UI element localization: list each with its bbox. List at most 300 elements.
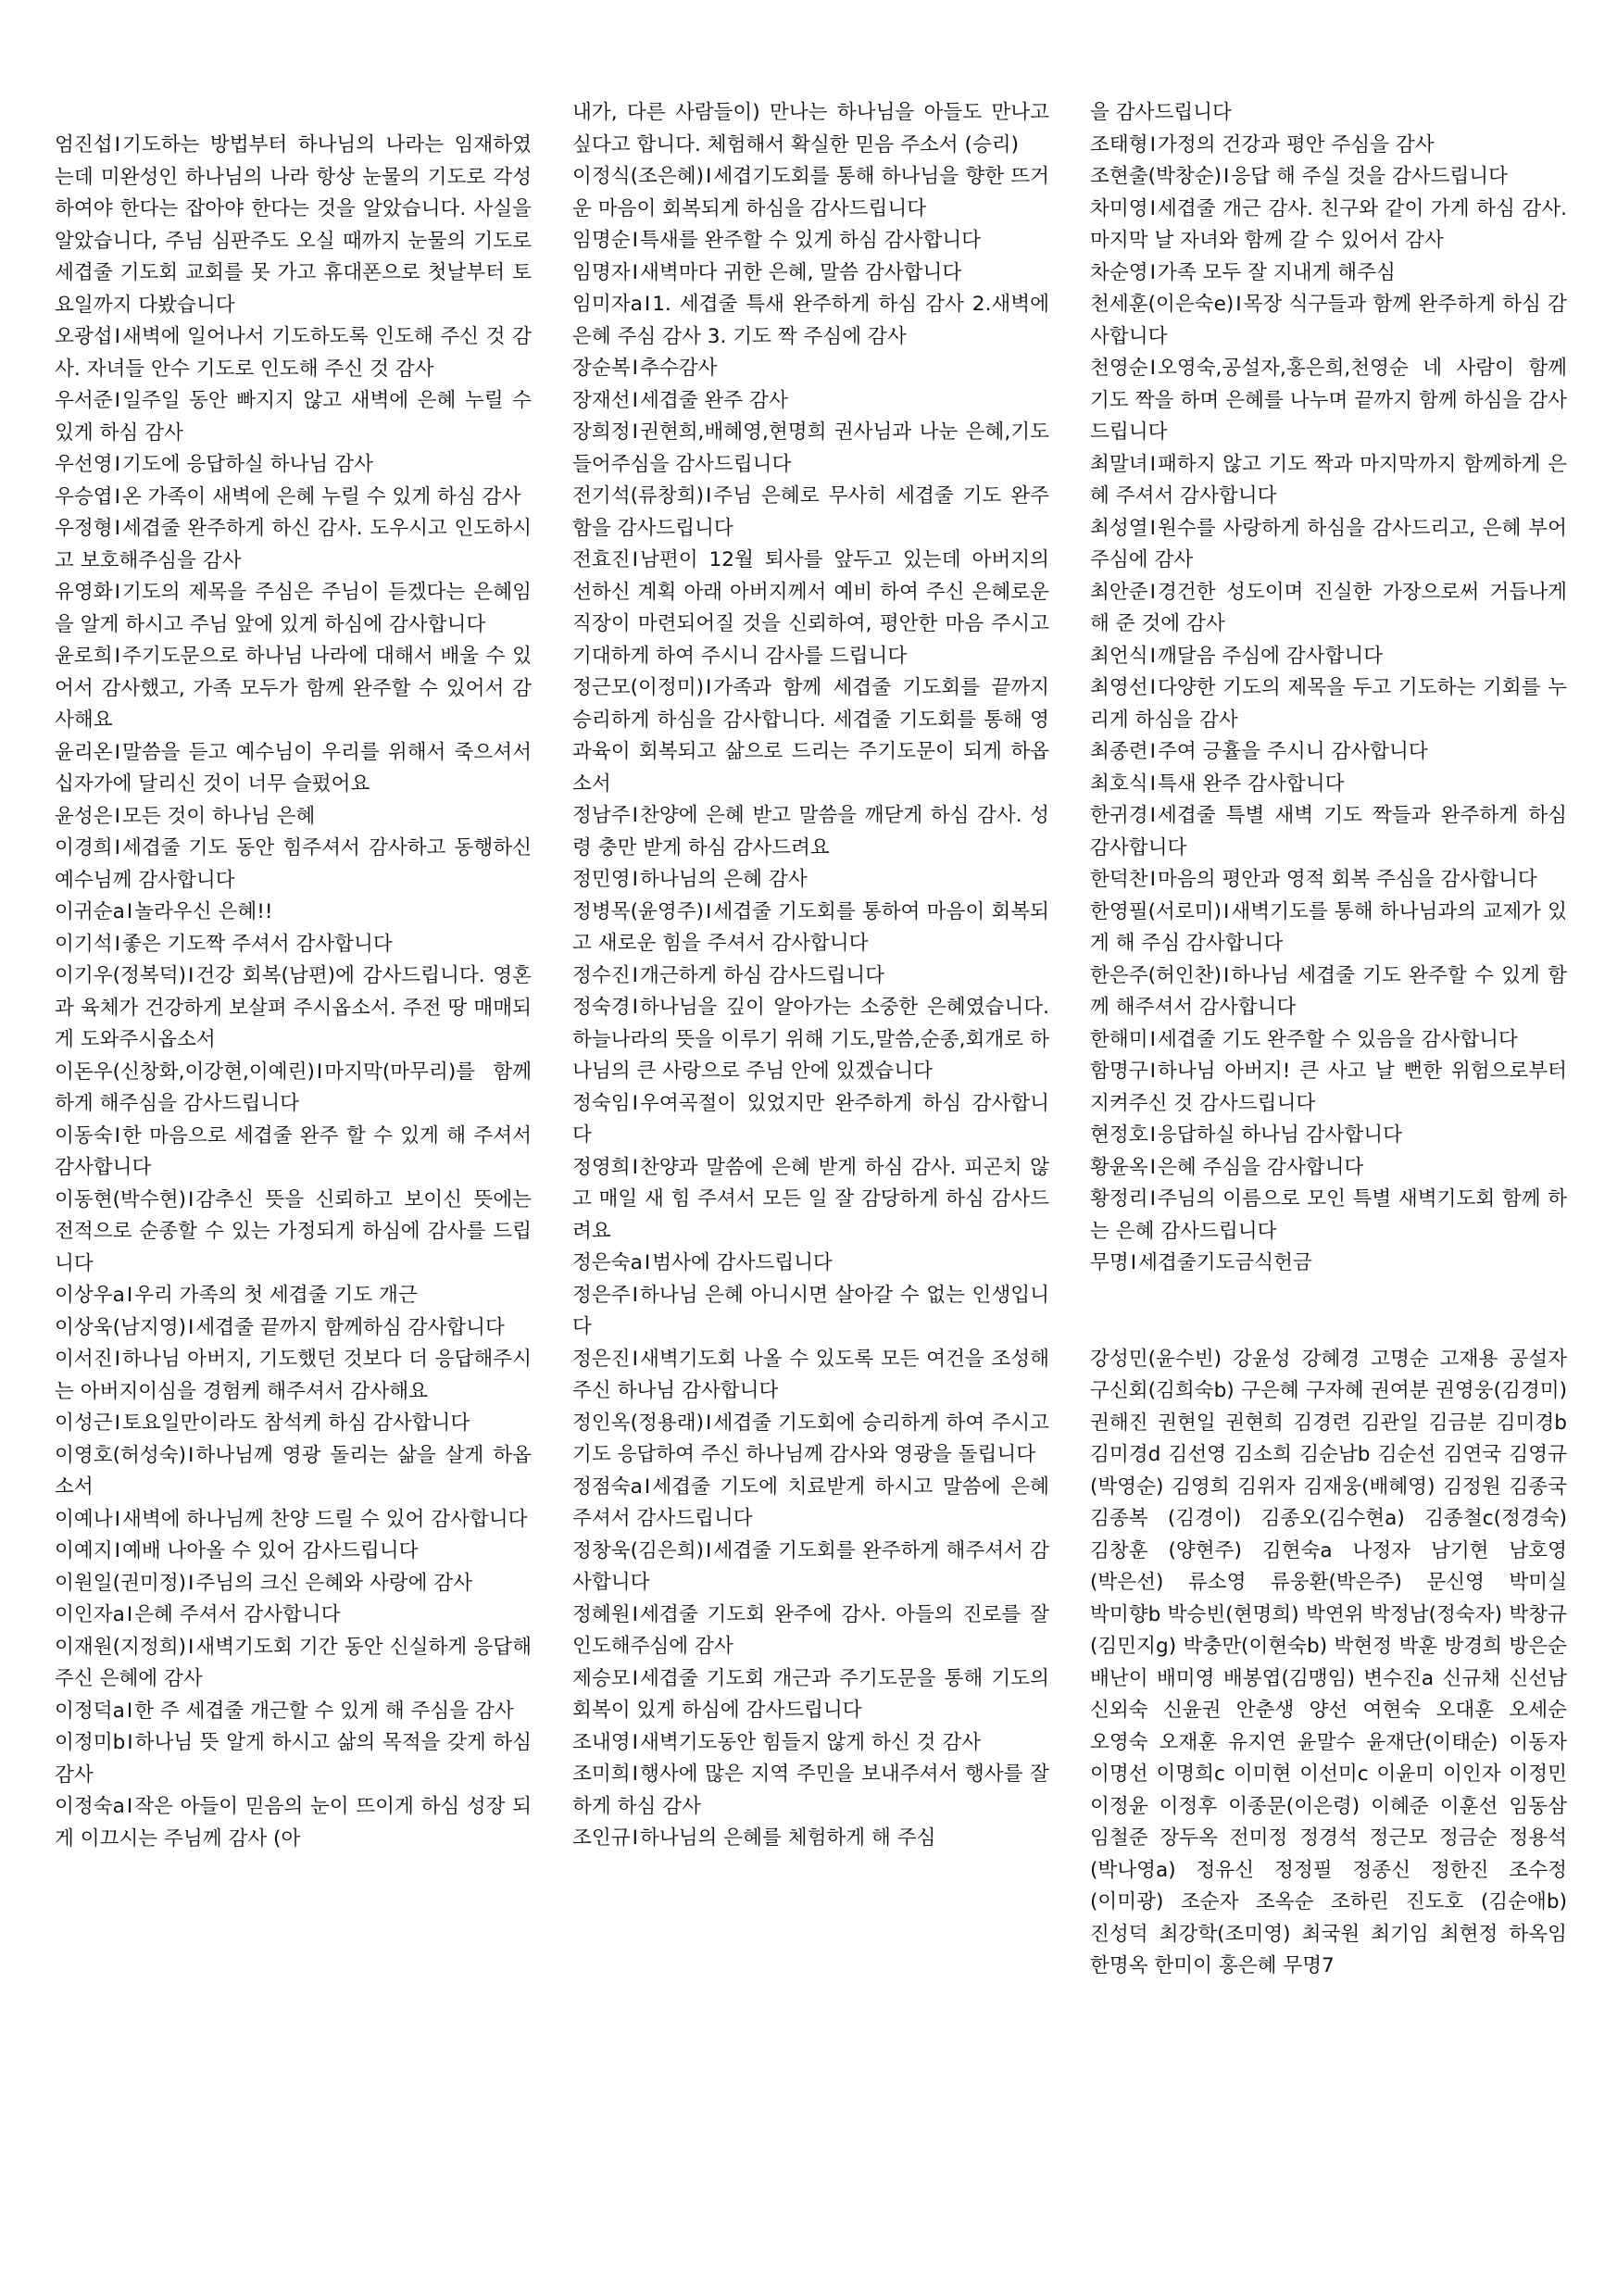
prayer-entry bbox=[1090, 672, 1567, 736]
prayer-entry bbox=[1090, 1152, 1567, 1185]
entry-text: 찬양과 말씀에 은혜 받게 하심 감사. 피곤치 않고 매일 새 힘 주셔서 모든 일 잘 감당하게 하심 감사드려요 bbox=[572, 1155, 1049, 1243]
entry-text: 세겹줄 특별 새벽 기도 짝들과 완주하게 하심 감사합니다 bbox=[1090, 804, 1567, 859]
entry-text: 패하지 않고 기도 짝과 마지막까지 함께하게 은혜 주셔서 감사합니다 bbox=[1090, 452, 1567, 508]
prayer-entry bbox=[572, 545, 1049, 672]
entry-separator: I bbox=[114, 1123, 120, 1148]
entry-text: 세겹줄 개근 감사. 친구와 같이 가게 하심 감사. 마지막 날 자녀와 함께 갈 수 있어서 감사 bbox=[1090, 196, 1567, 252]
prayer-entry bbox=[572, 1727, 1049, 1760]
entry-name: 우승엽 bbox=[55, 484, 113, 508]
prayer-entry bbox=[55, 960, 532, 1057]
prayer-entry bbox=[55, 1440, 532, 1504]
entry-separator: I bbox=[632, 229, 638, 252]
entry-separator: I bbox=[1149, 1187, 1156, 1211]
entry-name: 이돈우(신창화,이강현,이예린) bbox=[55, 1060, 315, 1084]
entry-separator: I bbox=[114, 1411, 120, 1435]
prayer-entry bbox=[572, 1088, 1049, 1152]
entry-name: 이경희 bbox=[55, 836, 113, 859]
entry-separator: I bbox=[1149, 644, 1156, 668]
entry-name: 이귀순a bbox=[55, 900, 125, 923]
prayer-entry bbox=[55, 1600, 532, 1632]
entry-text: 을 감사드립니다 bbox=[1090, 101, 1232, 124]
prayer-entry bbox=[572, 225, 1049, 257]
entry-separator: I bbox=[114, 645, 120, 668]
entry-separator: I bbox=[1149, 516, 1156, 540]
entry-text: 새벽기도회 기간 동안 신실하게 응답해 주신 은혜에 감사 bbox=[55, 1635, 532, 1690]
entry-text: 감추신 뜻을 신뢰하고 보이신 뜻에는 전적으로 순종할 수 있는 가정되게 하심에 감사를 드립니다 bbox=[55, 1187, 532, 1275]
entry-text: 주여 긍휼을 주시니 감사합니다 bbox=[1157, 740, 1428, 763]
prayer-entry bbox=[1090, 353, 1567, 449]
prayer-entry bbox=[55, 577, 532, 641]
entry-text: 세겹줄 기도 동안 힘주셔서 감사하고 동행하신 예수님께 감사합니다 bbox=[55, 836, 532, 892]
prayer-entry bbox=[572, 1248, 1049, 1280]
prayer-entry bbox=[572, 97, 1049, 161]
entry-text: 우리 가족의 첫 세겹줄 기도 개근 bbox=[134, 1284, 418, 1307]
entry-name: 이상욱(남지영) bbox=[55, 1315, 187, 1339]
entry-name: 한귀경 bbox=[1090, 804, 1148, 827]
entry-text: 새벽에 일어나서 기도하도록 인도해 주신 것 감사. 자녀들 안수 기도로 인도해 주신 것 감사 bbox=[55, 325, 532, 381]
entry-separator: I bbox=[188, 1635, 194, 1659]
prayer-entry bbox=[572, 1344, 1049, 1408]
entry-name: 조현출(박창순) bbox=[1090, 165, 1222, 188]
column-3-entries bbox=[1090, 97, 1567, 1280]
prayer-entry bbox=[572, 1536, 1049, 1600]
prayer-entry bbox=[1090, 257, 1567, 290]
entry-name: 이기석 bbox=[55, 932, 113, 956]
entry-text: 원수를 사랑하게 하심을 감사드리고, 은혜 부어주심에 감사 bbox=[1090, 516, 1567, 571]
entry-separator: I bbox=[1149, 1123, 1156, 1147]
entry-name: 무명 bbox=[1090, 1251, 1129, 1274]
entry-name: 유영화 bbox=[55, 581, 113, 604]
prayer-entry bbox=[1090, 769, 1567, 801]
prayer-entry bbox=[1090, 1184, 1567, 1248]
entry-text: 세겹줄 완주하게 하신 감사. 도우시고 인도하시고 보호해주심을 감사 bbox=[55, 517, 532, 572]
prayer-entry bbox=[55, 1504, 532, 1537]
prayer-entry bbox=[1090, 1056, 1567, 1120]
entry-name: 이정미b bbox=[55, 1731, 126, 1754]
entry-name: 이예나 bbox=[55, 1507, 113, 1531]
entry-text: 새벽기도를 통해 하나님과의 교제가 있게 해 주심 감사합니다 bbox=[1090, 899, 1567, 955]
entry-text: 기도하는 방법부터 하나님의 나라는 임재하였는데 미완성인 하나님의 나라 항상 눈물의 기도로 각성하여야 한다는 잡아야 한다는 것을 알았습니다. 사실을 알았습니다, 주님 심판주도 오실 때까지 눈물의 기도로 세겹줄 기도회 교회를 못 가고 휴대폰으로 첫날부터 토요일까지 다봤습니다 bbox=[55, 133, 532, 317]
prayer-entry bbox=[1090, 641, 1567, 673]
entry-name: 최안준 bbox=[1090, 580, 1148, 604]
entry-text: 좋은 기도짝 주셔서 감사합니다 bbox=[121, 932, 393, 956]
prayer-entry bbox=[55, 801, 532, 834]
entry-name: 차미영 bbox=[1090, 196, 1148, 220]
prayer-entry bbox=[55, 929, 532, 961]
entry-text: 다양한 기도의 제목을 두고 기도하는 기회를 누리게 하심을 감사 bbox=[1090, 676, 1567, 732]
entry-name: 함명구 bbox=[1090, 1060, 1148, 1083]
entry-name: 윤성은 bbox=[55, 804, 113, 828]
entry-separator: I bbox=[1149, 452, 1156, 476]
entry-name: 천영순 bbox=[1090, 357, 1148, 380]
entry-separator: I bbox=[114, 1539, 120, 1562]
entry-name: 최말녀 bbox=[1090, 452, 1148, 476]
prayer-entry bbox=[572, 672, 1049, 800]
prayer-entry bbox=[55, 897, 532, 929]
entry-separator: I bbox=[1223, 165, 1230, 188]
entry-text: 특새 완주 감사합니다 bbox=[1157, 772, 1345, 796]
prayer-entry bbox=[572, 1663, 1049, 1727]
entry-name: 장순복 bbox=[572, 357, 631, 380]
entry-name: 전효진 bbox=[572, 548, 631, 571]
entry-text: 우여곡절이 있었지만 완주하게 하심 감사합니다 bbox=[572, 1091, 1049, 1147]
entry-name: 이재원(지정희) bbox=[55, 1635, 187, 1659]
entry-name: 최성열 bbox=[1090, 516, 1148, 540]
prayer-entry bbox=[572, 1759, 1049, 1823]
entry-text: 내가, 다른 사람들이) 만나는 하나님을 아들도 만나고 싶다고 합니다. 체험해서 확실한 믿음 주소서 (승리) bbox=[572, 101, 1049, 157]
entry-separator: I bbox=[706, 1411, 712, 1435]
entry-separator: I bbox=[706, 676, 712, 699]
entry-separator: I bbox=[1149, 196, 1156, 220]
entry-text: 주님 은혜로 무사히 세겹줄 기도 완주함을 감사드립니다 bbox=[572, 484, 1049, 540]
entry-separator: I bbox=[632, 804, 638, 827]
prayer-entry bbox=[1090, 1120, 1567, 1152]
entry-text: 새벽에 하나님께 찬양 드릴 수 있어 감사합니다 bbox=[121, 1507, 528, 1531]
column-1 bbox=[55, 0, 532, 1855]
entry-text: 경건한 성도이며 진실한 가장으로써 거듭나게 해 준 것에 감사 bbox=[1090, 580, 1567, 635]
column-3 bbox=[1090, 0, 1567, 1983]
entry-separator: I bbox=[644, 1251, 651, 1274]
entry-separator: I bbox=[114, 389, 120, 412]
prayer-entry bbox=[572, 1823, 1049, 1855]
prayer-entry bbox=[572, 1600, 1049, 1663]
entry-name: 윤로희 bbox=[55, 645, 113, 668]
entry-separator: I bbox=[114, 836, 120, 859]
prayer-entry bbox=[55, 1185, 532, 1281]
entry-name: 우선영 bbox=[55, 453, 113, 476]
entry-name: 이정덕a bbox=[55, 1699, 125, 1723]
prayer-entry bbox=[1090, 897, 1567, 960]
prayer-entry bbox=[55, 1312, 532, 1345]
entry-name: 황윤옥 bbox=[1090, 1155, 1148, 1179]
entry-separator: I bbox=[1223, 899, 1230, 923]
entry-name: 이동숙 bbox=[55, 1123, 113, 1148]
entry-separator: I bbox=[632, 1347, 638, 1371]
prayer-entry bbox=[55, 833, 532, 897]
entry-text: 주기도문으로 하나님 나라에 대해서 배울 수 있어서 감사했고, 가족 모두가 함께 완주할 수 있어서 감사해요 bbox=[55, 645, 532, 732]
entry-text: 남편이 12월 퇴사를 앞두고 있는데 아버지의 선하신 계획 아래 아버지께서 예비 하여 주신 은혜로운 직장이 마련되어질 것을 신뢰하여, 평안한 마음 주시고 기대하게 하여 주시니 감사를 드립니다 bbox=[572, 548, 1049, 668]
prayer-entry bbox=[572, 1280, 1049, 1344]
prayer-entry bbox=[1090, 960, 1567, 1024]
entry-name: 임명자 bbox=[572, 260, 631, 284]
entry-name: 정은숙a bbox=[572, 1251, 643, 1274]
entry-separator: I bbox=[1149, 357, 1156, 380]
prayer-entry bbox=[55, 1791, 532, 1855]
entry-name: 이상우a bbox=[55, 1284, 125, 1307]
entry-separator: I bbox=[1149, 772, 1156, 796]
donor-name-list: 강성민(윤수빈) 강윤성 강혜경 고명순 고재용 공설자 구신회(김희숙b) 구은혜 구자혜 권여분 권영웅(김경미) 권해진 권현일 권현희 김경련 김관일 김금분 김미경b 김미경d 김선영 김소희 김순남b 김순선 김연국 김영규(박영순) 김영희 김위자 김재웅(배혜영) 김정원 김종국 김종복 (김경이) 김종오(김수현a) 김종철c(정경숙) 김창훈 (양현주) 김현숙a 나정자 남기현 남호영(박은선) 류소영 류웅환(박은주) 문신영 박미실 박미향b 박승빈(현명희) 박연위 박정남(정숙자) 박창규 (김민지g) 박충만(이현숙b) 박현정 박훈 방경희 방은순 배난이 배미영 배봉엽(김맹임) 변수진a 신규채 신선남 신외숙 신윤권 안춘생 양선 여현숙 오대훈 오세순 오영숙 오재훈 유지연 윤말수 윤재단(이태순) 이동자 이명선 이명희c 이미현 이선미c 이윤미 이인자 이정민 이정윤 이정후 이종문(이은령) 이혜준 이훈선 임동삼 임철준 장두옥 전미정 정경석 정근모 정금순 정용석(박나영a) 정유신 정정필 정종신 정한진 조수정(이미광) 조순자 조옥순 조하린 진도호 (김순애b) 진성덕 최강학(조미영) 최국원 최기임 최현정 하옥임 한명옥 한미이 홍은혜 무명7 bbox=[1090, 1347, 1567, 1977]
entry-separator: I bbox=[1223, 963, 1230, 987]
entry-text: 행사에 많은 지역 주민을 보내주셔서 행사를 잘하게 하심 감사 bbox=[572, 1763, 1049, 1818]
prayer-entry bbox=[572, 1408, 1049, 1472]
entry-name: 윤리온 bbox=[55, 740, 113, 764]
entry-separator: I bbox=[114, 581, 120, 604]
entry-separator: I bbox=[1149, 804, 1156, 827]
entry-name: 최종련 bbox=[1090, 740, 1148, 763]
entry-separator: I bbox=[114, 932, 120, 956]
entry-separator: I bbox=[114, 133, 120, 157]
prayer-entry bbox=[572, 897, 1049, 960]
entry-text: 세겹줄 기도회를 통하여 마음이 회복되고 새로운 힘을 주셔서 감사합니다 bbox=[572, 899, 1049, 955]
entry-name: 제승모 bbox=[572, 1666, 631, 1690]
entry-name: 정민영 bbox=[572, 868, 631, 891]
entry-separator: I bbox=[126, 1699, 133, 1723]
entry-name: 장재선 bbox=[572, 388, 631, 412]
entry-name: 우정형 bbox=[55, 517, 113, 540]
entry-name: 차순영 bbox=[1090, 260, 1148, 284]
entry-separator: I bbox=[1149, 260, 1156, 284]
prayer-entry bbox=[572, 385, 1049, 418]
prayer-entry bbox=[572, 257, 1049, 290]
entry-name: 정숙경 bbox=[572, 996, 631, 1019]
entry-separator: I bbox=[1149, 132, 1156, 157]
entry-name: 이성근 bbox=[55, 1411, 113, 1435]
entry-separator: I bbox=[632, 1283, 638, 1307]
entry-separator: I bbox=[632, 1730, 638, 1754]
prayer-entry bbox=[55, 513, 532, 577]
entry-text: 1. 세겹줄 특새 완주하게 하심 감사 2.새벽에 은혜 주심 감사 3. 기도 짝 주심에 감사 bbox=[572, 293, 1049, 348]
entry-separator: I bbox=[188, 1187, 194, 1211]
entry-text: 작은 아들이 믿음의 눈이 뜨이게 하심 성장 되게 이끄시는 주님께 감사 (아 bbox=[55, 1795, 532, 1851]
entry-text: 세겹줄 끝까지 함께하심 감사합니다 bbox=[195, 1315, 505, 1339]
prayer-entry bbox=[572, 161, 1049, 225]
entry-separator: I bbox=[188, 964, 194, 987]
entry-separator: I bbox=[114, 804, 120, 828]
entry-name: 정은주 bbox=[572, 1283, 631, 1307]
entry-separator: I bbox=[1149, 1060, 1156, 1083]
prayer-entry bbox=[55, 482, 532, 514]
section-gap bbox=[1090, 1280, 1567, 1344]
entry-separator: I bbox=[126, 1795, 133, 1818]
entry-separator: I bbox=[316, 1060, 323, 1084]
entry-text: 하나님 아버지, 기도했던 것보다 더 응답해주시는 아버지이심을 경험케 해주셔서 감사해요 bbox=[55, 1348, 532, 1403]
entry-text: 세겹줄 기도회 개근과 주기도문을 통해 기도의 회복이 있게 하심에 감사드립니다 bbox=[572, 1666, 1049, 1722]
entry-name: 조내영 bbox=[572, 1730, 631, 1754]
entry-text: 세겹줄 기도회에 승리하게 하여 주시고 기도 응답하여 주신 하나님께 감사와 영광을 돌립니다 bbox=[572, 1411, 1049, 1466]
prayer-entry bbox=[55, 1632, 532, 1696]
entry-text: 예배 나아올 수 있어 감사드립니다 bbox=[121, 1539, 419, 1562]
prayer-entry bbox=[1090, 1248, 1567, 1280]
entry-separator: I bbox=[114, 517, 120, 540]
entry-name: 정병목(윤영주) bbox=[572, 899, 705, 923]
entry-text: 찬양에 은혜 받고 말씀을 깨닫게 하심 감사. 성령 충만 받게 하심 감사드려요 bbox=[572, 804, 1049, 859]
entry-text: 건강 회복(남편)에 감사드립니다. 영혼과 육체가 건강하게 보살펴 주시옵소서. 주전 땅 매매되게 도와주시옵소서 bbox=[55, 964, 532, 1051]
entry-name: 정혜원 bbox=[572, 1602, 631, 1626]
entry-separator: I bbox=[1235, 293, 1242, 316]
prayer-entry bbox=[572, 864, 1049, 897]
entry-name: 황정리 bbox=[1090, 1187, 1148, 1211]
entry-separator: I bbox=[632, 1763, 638, 1786]
entry-text: 기도의 제목을 주심은 주님이 듣겠다는 은혜임을 알게 하시고 주님 앞에 있게 하심에 감사합니다 bbox=[55, 581, 532, 636]
entry-text: 하나님의 은혜 감사 bbox=[639, 868, 808, 891]
prayer-entry bbox=[55, 321, 532, 385]
entry-name: 전기석(류창희) bbox=[572, 484, 705, 508]
entry-name: 임미자a bbox=[572, 293, 643, 316]
prayer-entry bbox=[1090, 864, 1567, 897]
entry-text: 말씀을 듣고 예수님이 우리를 위해서 죽으셔서 십자가에 달리신 것이 너무 슬펐어요 bbox=[55, 740, 532, 796]
prayer-entry bbox=[1090, 161, 1567, 194]
entry-name: 이영호(허성숙) bbox=[55, 1443, 187, 1467]
entry-separator: I bbox=[114, 740, 120, 764]
entry-separator: I bbox=[632, 357, 638, 380]
entry-text: 주님의 이름으로 모인 특별 새벽기도회 함께 하는 은혜 감사드립니다 bbox=[1090, 1187, 1567, 1243]
entry-name: 조태형 bbox=[1090, 132, 1148, 157]
entry-name: 최호식 bbox=[1090, 772, 1148, 796]
entry-text: 세겹줄 완주 감사 bbox=[639, 388, 788, 412]
entry-name: 정점숙a bbox=[572, 1474, 643, 1499]
column-2 bbox=[572, 0, 1049, 1855]
entry-name: 이기우(정복덕) bbox=[55, 964, 187, 987]
entry-text: 하나님 세겹줄 기도 완주할 수 있게 함께 해주셔서 감사합니다 bbox=[1090, 963, 1567, 1019]
entry-separator: I bbox=[114, 1348, 120, 1371]
entry-name: 장희정 bbox=[572, 420, 631, 444]
entry-name: 임명순 bbox=[572, 229, 631, 252]
entry-text: 기도에 응답하실 하나님 감사 bbox=[121, 453, 373, 476]
entry-separator: I bbox=[126, 900, 133, 923]
entry-text: 추수감사 bbox=[639, 357, 718, 380]
entry-separator: I bbox=[644, 1474, 651, 1499]
entry-text: 개근하게 하심 감사드립니다 bbox=[639, 963, 885, 987]
entry-separator: I bbox=[1149, 1027, 1156, 1051]
entry-name: 이서진 bbox=[55, 1348, 113, 1371]
prayer-entry bbox=[1090, 800, 1567, 864]
entry-text: 모든 것이 하나님 은혜 bbox=[121, 804, 316, 828]
entry-separator: I bbox=[1149, 868, 1156, 891]
entry-text: 하나님의 은혜를 체험하게 해 주심 bbox=[639, 1826, 936, 1850]
prayer-entry bbox=[55, 1057, 532, 1121]
entry-name: 한덕찬 bbox=[1090, 868, 1148, 891]
entry-separator: I bbox=[632, 1155, 638, 1179]
entry-separator: I bbox=[706, 1538, 712, 1562]
prayer-entry bbox=[572, 417, 1049, 481]
entry-name: 조인규 bbox=[572, 1826, 631, 1850]
entry-name: 정은진 bbox=[572, 1347, 631, 1371]
entry-name: 한해미 bbox=[1090, 1027, 1148, 1051]
entry-separator: I bbox=[632, 963, 638, 987]
entry-text: 한 마음으로 세겹줄 완주 할 수 있게 해 주셔서 감사합니다 bbox=[55, 1123, 532, 1179]
entry-text: 한 주 세겹줄 개근할 수 있게 해 주심을 감사 bbox=[134, 1699, 514, 1723]
entry-separator: I bbox=[632, 1091, 638, 1115]
entry-text: 새벽마다 귀한 은혜, 말씀 감사합니다 bbox=[639, 260, 962, 284]
prayer-entry bbox=[55, 1280, 532, 1312]
prayer-entry bbox=[572, 289, 1049, 353]
entry-separator: I bbox=[632, 260, 638, 284]
prayer-entry bbox=[55, 1696, 532, 1728]
entry-text: 새벽기도동안 힘들지 않게 하신 것 감사 bbox=[639, 1730, 982, 1754]
entry-text: 마지막(마무리)를 함께 하게 해주심을 감사드립니다 bbox=[55, 1060, 532, 1115]
entry-separator: I bbox=[188, 1571, 194, 1595]
prayer-entry bbox=[1090, 449, 1567, 513]
entry-separator: I bbox=[188, 1315, 194, 1339]
prayer-entry bbox=[1090, 194, 1567, 257]
entry-separator: I bbox=[114, 1507, 120, 1531]
entry-name: 현정호 bbox=[1090, 1123, 1148, 1147]
prayer-entry bbox=[55, 1121, 532, 1185]
entry-text: 온 가족이 새벽에 은혜 누릴 수 있게 하심 감사 bbox=[121, 484, 521, 508]
entry-name: 정남주 bbox=[572, 804, 631, 827]
entry-text: 하나님을 깊이 알아가는 소중한 은혜였습니다. 하늘나라의 뜻을 이루기 위해 기도,말씀,순종,회개로 하나님의 큰 사랑으로 주님 안에 있겠습니다 bbox=[572, 996, 1049, 1083]
entry-text: 권현희,배혜영,현명희 권사님과 나눈 은혜,기도 들어주심을 감사드립니다 bbox=[572, 420, 1049, 476]
entry-text: 토요일만이라도 참석케 하심 감사합니다 bbox=[121, 1411, 470, 1435]
entry-text: 응답 해 주실 것을 감사드립니다 bbox=[1231, 165, 1509, 188]
prayer-entry bbox=[55, 385, 532, 449]
entry-name: 최언식 bbox=[1090, 644, 1148, 668]
entry-text: 세겹기도회를 통해 하나님을 향한 뜨거운 마음이 회복되게 하심을 감사드립니다 bbox=[572, 165, 1049, 220]
entry-text: 하나님 뜻 알게 하시고 삶의 목적을 갖게 하심 감사 bbox=[55, 1731, 532, 1787]
prayer-entry bbox=[1090, 513, 1567, 577]
entry-separator: I bbox=[632, 1602, 638, 1626]
prayer-entry bbox=[572, 353, 1049, 385]
entry-separator: I bbox=[1149, 580, 1156, 604]
prayer-entry bbox=[1090, 736, 1567, 769]
entry-name: 이정식(조은혜) bbox=[572, 165, 705, 188]
prayer-entry bbox=[1090, 289, 1567, 353]
entry-text: 세겹줄 기도 완주할 수 있음을 감사합니다 bbox=[1157, 1027, 1518, 1051]
entry-name: 정창욱(김은희) bbox=[572, 1538, 705, 1562]
entry-text: 깨달음 주심에 감사합니다 bbox=[1157, 644, 1384, 668]
entry-separator: I bbox=[127, 1731, 133, 1754]
entry-separator: I bbox=[706, 165, 712, 188]
prayer-entry bbox=[1090, 577, 1567, 641]
entry-name: 정수진 bbox=[572, 963, 631, 987]
prayer-entry bbox=[55, 1536, 532, 1568]
entry-name: 한영필(서로미) bbox=[1090, 899, 1222, 923]
prayer-entry bbox=[55, 737, 532, 801]
entry-text: 하나님 은혜 아니시면 살아갈 수 없는 인생입니다 bbox=[572, 1283, 1049, 1338]
prayer-entry bbox=[572, 1472, 1049, 1536]
entry-name: 이원일(권미정) bbox=[55, 1571, 187, 1595]
entry-text: 새벽기도회 나올 수 있도록 모든 여건을 조성해 주신 하나님 감사합니다 bbox=[572, 1347, 1049, 1402]
prayer-entry bbox=[572, 800, 1049, 864]
prayer-entry bbox=[572, 481, 1049, 545]
entry-name: 정근모(이정미) bbox=[572, 676, 705, 699]
entry-text: 세겹줄 기도에 치료받게 하시고 말씀에 은혜 주셔서 감사드립니다 bbox=[572, 1474, 1049, 1530]
entry-text: 세겹줄기도금식헌금 bbox=[1138, 1251, 1312, 1274]
entry-name: 이예지 bbox=[55, 1539, 113, 1562]
entry-text: 은혜 주심을 감사합니다 bbox=[1157, 1155, 1364, 1179]
prayer-entry bbox=[55, 1727, 532, 1791]
prayer-entry bbox=[55, 130, 532, 321]
entry-text: 오영숙,공설자,홍은희,천영순 네 사람이 함께 기도 짝을 하며 은혜를 나누며 끝까지 함께 하심을 감사드립니다 bbox=[1090, 357, 1567, 444]
entry-separator: I bbox=[114, 453, 120, 476]
entry-separator: I bbox=[644, 293, 651, 316]
entry-name: 엄진섭 bbox=[55, 133, 113, 157]
entry-text: 가족 모두 잘 지내게 해주심 bbox=[1157, 260, 1396, 284]
prayer-entry bbox=[1090, 1024, 1567, 1057]
entry-separator: I bbox=[188, 1443, 194, 1467]
entry-text: 하나님께 영광 돌리는 삶을 살게 하옵소서 bbox=[55, 1443, 532, 1499]
entry-text: 일주일 동안 빠지지 않고 새벽에 은혜 누릴 수 있게 하심 감사 bbox=[55, 389, 532, 445]
prayer-entry bbox=[55, 1408, 532, 1440]
entry-separator: I bbox=[632, 996, 638, 1019]
entry-separator: I bbox=[632, 548, 638, 571]
entry-text: 응답하실 하나님 감사합니다 bbox=[1157, 1123, 1403, 1147]
prayer-entry bbox=[55, 1568, 532, 1600]
entry-text: 가정의 건강과 평안 주심을 감사 bbox=[1157, 132, 1435, 157]
prayer-entry bbox=[1090, 97, 1567, 130]
entry-text: 하나님 아버지! 큰 사고 날 뻔한 위험으로부터 지켜주신 것 감사드립니다 bbox=[1090, 1060, 1567, 1115]
entry-name: 우서준 bbox=[55, 389, 113, 412]
entry-name: 이동현(박수현) bbox=[55, 1187, 187, 1211]
prayer-entry bbox=[1090, 130, 1567, 162]
prayer-entry bbox=[55, 641, 532, 737]
entry-separator: I bbox=[632, 868, 638, 891]
entry-name: 오광섭 bbox=[55, 325, 113, 348]
entry-name: 한은주(허인찬) bbox=[1090, 963, 1222, 987]
entry-separator: I bbox=[632, 1826, 638, 1850]
prayer-entry bbox=[572, 1152, 1049, 1248]
entry-text: 목장 식구들과 함께 완주하게 하심 감사합니다 bbox=[1090, 293, 1567, 348]
